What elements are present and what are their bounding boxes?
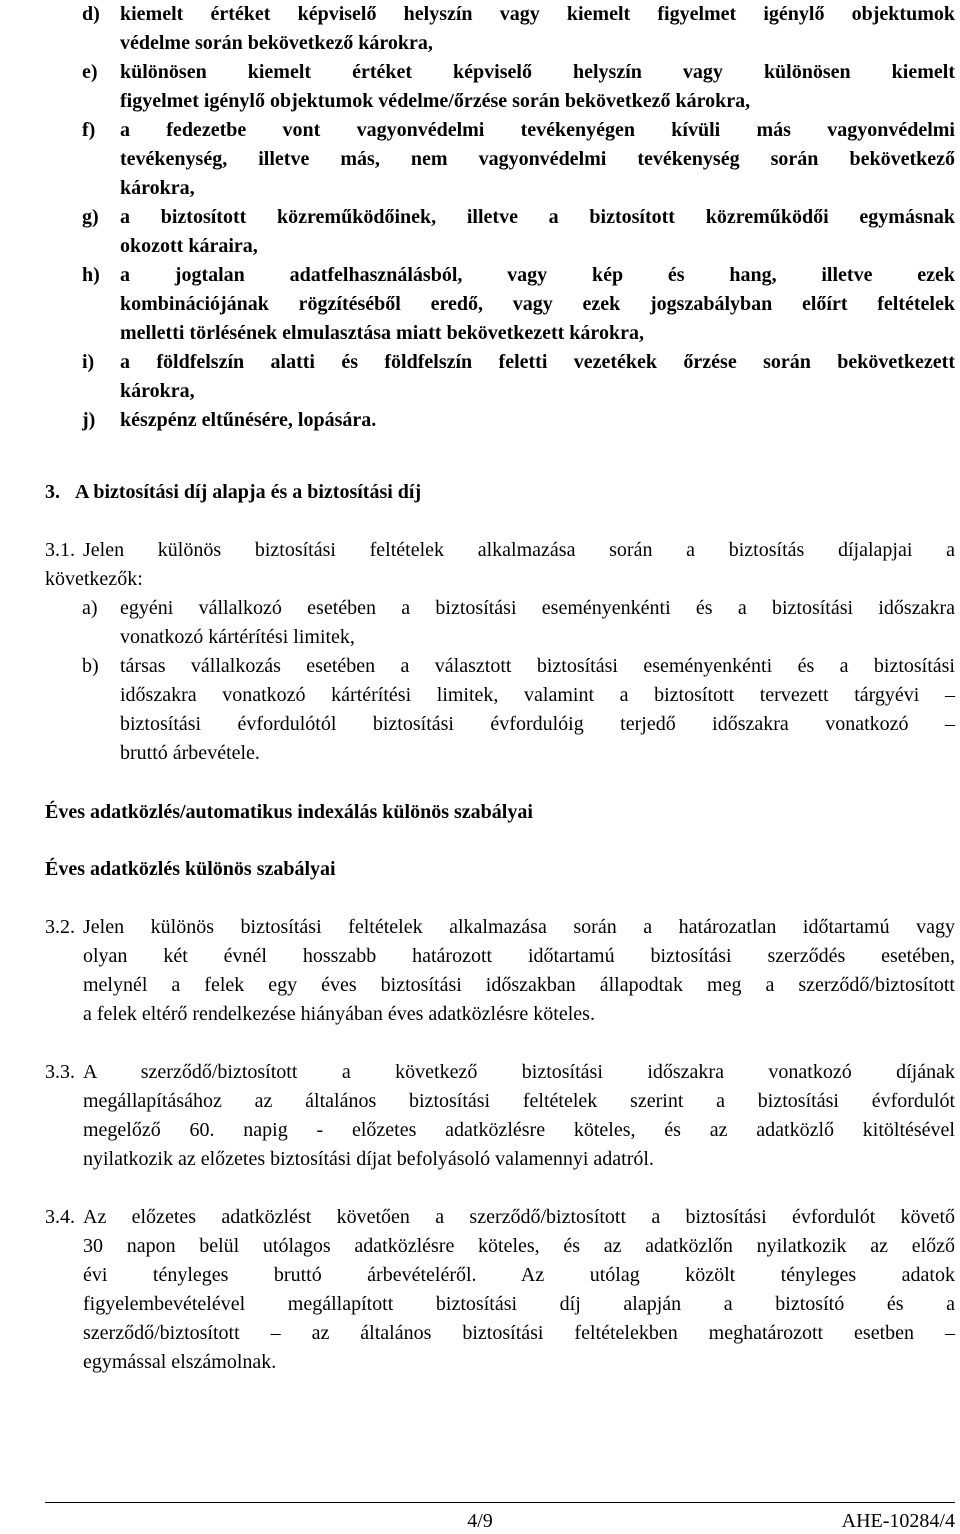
section-title: A biztosítási díj alapja és a biztosítási díj xyxy=(75,481,422,503)
list-item-label: i) xyxy=(82,351,95,373)
paragraph-line: Jelen különös biztosítási feltételek alkalmazása során a biztosítás díjalapjai a xyxy=(83,539,955,561)
list-item xyxy=(82,594,955,652)
paragraph-3-1 xyxy=(45,536,955,594)
list-item-line: kombinációjának rögzítéséből eredő, vagy ezek jogszabályban előírt feltételek xyxy=(120,293,955,315)
list-item-label: j) xyxy=(82,409,96,431)
paragraph-line: a felek eltérő rendelkezése hiányában éves adatközlésre köteles. xyxy=(83,1003,595,1025)
list-item-line: társas vállalkozás esetében a választott biztosítási eseményenkénti és a biztosítási xyxy=(120,655,955,677)
list-item xyxy=(82,58,955,116)
document-id: AHE-10284/4 xyxy=(841,1510,955,1532)
list-item-line: a biztosított közreműködőinek, illetve a biztosított közreműködői egymásnak xyxy=(120,206,955,228)
subheading-annual-indexation: Éves adatközlés/automatikus indexálás különös szabályai xyxy=(45,801,533,823)
list-item-line: különösen kiemelt értéket képviselő helyszín vagy különösen kiemelt xyxy=(120,61,955,83)
list-item-line: a jogtalan adatfelhasználásból, vagy kép és hang, illetve ezek xyxy=(120,264,955,286)
list-item-label: f) xyxy=(82,119,96,141)
paragraph-3-1-list xyxy=(82,594,955,768)
list-item xyxy=(82,348,955,406)
list-item-label: d) xyxy=(82,3,100,25)
list-item xyxy=(82,0,955,58)
paragraph-3-3 xyxy=(45,1058,955,1174)
paragraph-line: megállapításához az általános biztosítási feltételek szerint a biztosítási évfordulót xyxy=(83,1090,955,1112)
paragraph-line: olyan két évnél hosszabb határozott időtartamú biztosítási szerződés esetében, xyxy=(83,945,955,967)
paragraph-3-2 xyxy=(45,913,955,1029)
list-item-line: a földfelszín alatti és földfelszín feletti vezetékek őrzése során bekövetkezett xyxy=(120,351,955,373)
list-item-line: egyéni vállalkozó esetében a biztosítási eseményenkénti és a biztosítási időszakra xyxy=(120,597,955,619)
list-item-label: g) xyxy=(82,206,99,228)
paragraph-line: nyilatkozik az előzetes biztosítási díjat befolyásoló valamennyi adatról. xyxy=(83,1148,654,1170)
paragraph-line: figyelembevételével megállapított biztosítási díj alapján a biztosító és a xyxy=(83,1293,955,1315)
list-item xyxy=(82,261,955,348)
paragraph-line: megelőző 60. napig - előzetes adatközlésre köteles, és az adatközlő kitöltésével xyxy=(83,1119,955,1141)
paragraph-line: szerződő/biztosított – az általános biztosítási feltételekben meghatározott esetben – xyxy=(83,1322,955,1344)
list-item-line: biztosítási évfordulótól biztosítási évfordulóig terjedő időszakra vonatkozó – xyxy=(120,713,955,735)
paragraph-line: melynél a felek egy éves biztosítási időszakban állapodtak meg a szerződő/biztosított xyxy=(83,974,955,996)
list-item-line: károkra, xyxy=(120,380,195,402)
list-item-line: védelme során bekövetkező károkra, xyxy=(120,32,433,54)
paragraph-line: 30 napon belül utólagos adatközlésre köteles, és az adatközlőn nyilatkozik az előző xyxy=(83,1235,955,1257)
list-item-line: kiemelt értéket képviselő helyszín vagy kiemelt figyelmet igénylő objektumok xyxy=(120,3,955,25)
paragraph-number: 3.3. xyxy=(45,1061,75,1083)
paragraph-line: évi tényleges bruttó árbevételéről. Az utólag közölt tényleges adatok xyxy=(83,1264,955,1286)
list-item-line: károkra, xyxy=(120,177,195,199)
paragraph-line: A szerződő/biztosított a következő biztosítási időszakra vonatkozó díjának xyxy=(83,1061,955,1083)
paragraph-3-4 xyxy=(45,1203,955,1377)
list-item-line: időszakra vonatkozó kártérítési limitek, valamint a biztosított tervezett tárgyévi – xyxy=(120,684,955,706)
paragraph-line: egymással elszámolnak. xyxy=(83,1351,277,1373)
list-item-label: a) xyxy=(82,597,98,619)
section-number: 3. xyxy=(45,481,60,503)
page-number: 4/9 xyxy=(467,1510,493,1532)
paragraph-line: Jelen különös biztosítási feltételek alkalmazása során a határozatlan időtartamú vagy xyxy=(83,916,955,938)
list-item-label: b) xyxy=(82,655,99,677)
footer-divider xyxy=(45,1502,955,1503)
list-item-line: bruttó árbevétele. xyxy=(120,742,260,764)
list-item-line: vonatkozó kártérítési limitek, xyxy=(120,626,355,648)
list-item-line: a fedezetbe vont vagyonvédelmi tevékenyégen kívüli más vagyonvédelmi xyxy=(120,119,955,141)
list-item-line: melletti törlésének elmulasztása miatt bekövetkezett károkra, xyxy=(120,322,644,344)
section-heading xyxy=(45,478,421,507)
list-item xyxy=(82,406,955,435)
subheading-annual-reporting: Éves adatközlés különös szabályai xyxy=(45,858,336,880)
list-item-line: tevékenység, illetve más, nem vagyonvédelmi tevékenység során bekövetkező xyxy=(120,148,955,170)
list-item xyxy=(82,203,955,261)
paragraph-number: 3.1. xyxy=(45,539,75,561)
paragraph-number: 3.4. xyxy=(45,1206,75,1228)
list-item-line: figyelmet igénylő objektumok védelme/őrzése során bekövetkező károkra, xyxy=(120,90,751,112)
exclusion-list xyxy=(82,0,955,435)
list-item-line: okozott káraira, xyxy=(120,235,258,257)
list-item xyxy=(82,116,955,203)
paragraph-line: következők: xyxy=(45,568,143,590)
list-item-label: h) xyxy=(82,264,100,286)
paragraph-line: Az előzetes adatközlést követően a szerződő/biztosított a biztosítási évfordulót követő xyxy=(83,1206,955,1228)
list-item-line: készpénz eltűnésére, lopására. xyxy=(120,409,377,431)
paragraph-number: 3.2. xyxy=(45,916,75,938)
list-item xyxy=(82,652,955,768)
list-item-label: e) xyxy=(82,61,98,83)
